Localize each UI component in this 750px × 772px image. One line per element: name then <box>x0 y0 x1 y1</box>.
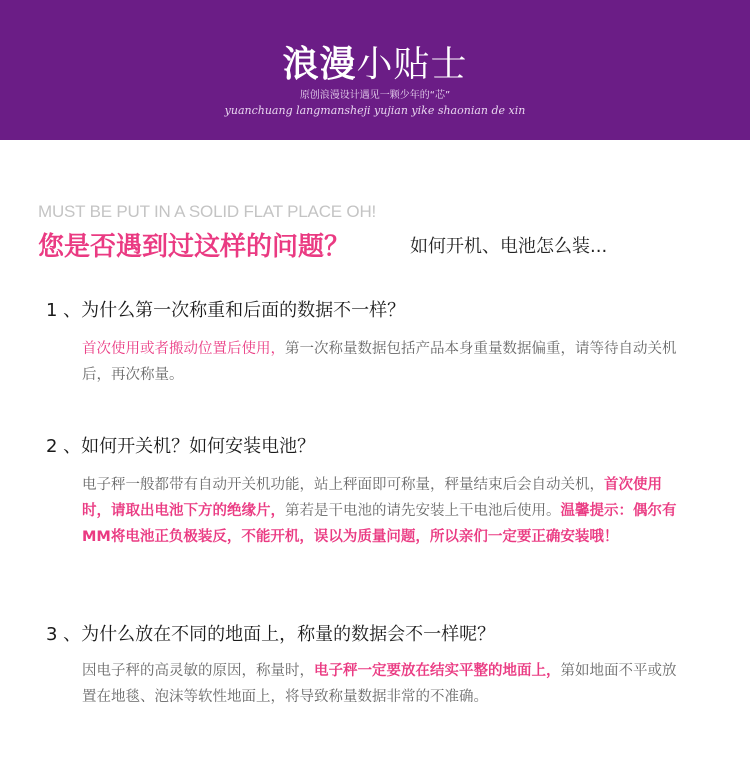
answer-3-text-b: 第如地面不平或放置在地毯、泡沫等软性地面上，将导致称量数据非常的不准确。 <box>82 663 677 705</box>
answer-2-text-b: 第若是干电池的请先安装上干电池后使用。 <box>285 503 561 519</box>
answer-3-text-a: 因电子秤的高灵敏的原因，称量时， <box>82 663 314 679</box>
banner-pinyin: yuanchuang langmansheji yujian yike shaonian de xin <box>224 104 526 117</box>
answer-2-text-a: 电子秤一般都带有自动开关机功能，站上秤面即可称量，秤量结束后会自动关机， <box>82 477 604 493</box>
question-2-answer <box>82 472 682 550</box>
banner-subtitle: 原创浪漫设计遇见一颗少年的“芯” <box>299 90 451 101</box>
question-1-title: 1 、为什么第一次称重和后面的数据不一样？ <box>46 300 406 321</box>
headline: 您是否遇到过这样的问题？ <box>38 232 351 262</box>
banner-title-rest: 小贴士 <box>356 44 468 85</box>
answer-2-tip: 温馨提示：偶尔有MM将电池正负极装反，不能开机，误以为质量问题，所以亲们一定要正确安装哦！ <box>82 503 677 545</box>
question-3-answer <box>82 658 682 710</box>
answer-2-highlight-a: 首次使用时，请取出电池下方的绝缘片， <box>82 477 662 519</box>
banner-title-bold: 浪漫 <box>282 44 357 85</box>
answer-3-highlight: 电子秤一定要放在结实平整的地面上， <box>314 663 561 679</box>
header-banner <box>0 0 750 140</box>
question-3-title: 3 、为什么放在不同的地面上，称量的数据会不一样呢？ <box>46 624 496 645</box>
banner-title <box>0 36 750 87</box>
answer-1-text: 第一次称量数据包括产品本身重量数据偏重，请等待自动关机后，再次称量。 <box>82 341 677 383</box>
headline-aside: 如何开机、电池怎么装... <box>410 236 608 257</box>
question-1-answer <box>82 336 682 388</box>
answer-1-highlight: 首次使用或者搬动位置后使用， <box>82 341 285 357</box>
question-2-title: 2 、如何开关机？如何安装电池？ <box>46 436 316 457</box>
english-tagline: MUST BE PUT IN A SOLID FLAT PLACE OH! <box>38 202 377 221</box>
